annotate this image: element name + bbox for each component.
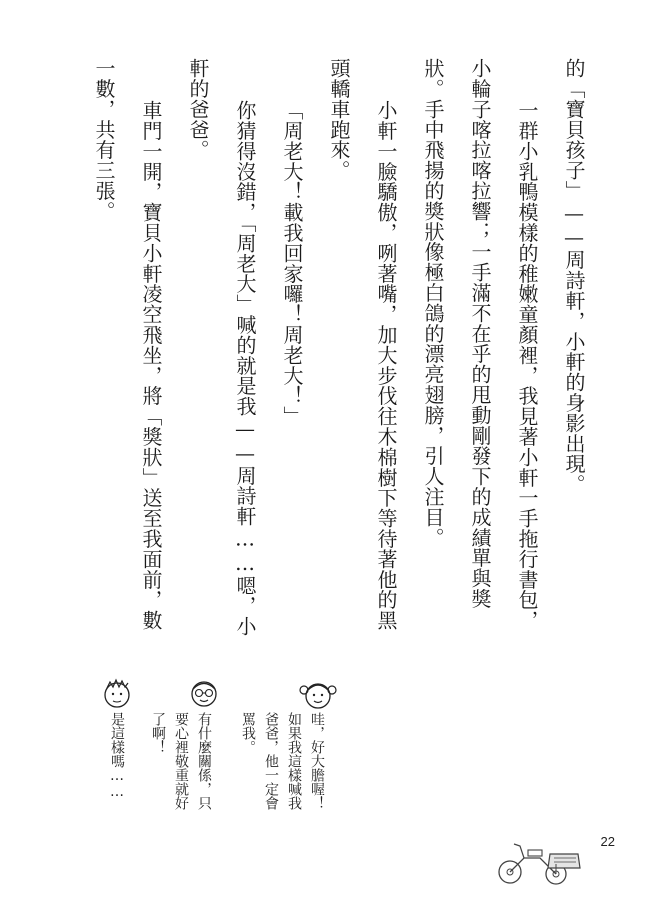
story-column-6: 頭轎車跑來。	[327, 58, 351, 181]
story-column-2: 一群小乳鴨模樣的稚嫩童顏裡，我見著小軒一手拖行書包，	[515, 100, 539, 631]
story-column-11: 一數，共有三張。	[92, 58, 116, 222]
boy-glasses-note-line-2: 要心裡敬重就好	[173, 712, 189, 810]
girl-note-line-2: 如果我這樣喊我	[286, 712, 302, 810]
girl-face-icon	[298, 676, 338, 712]
story-column-5: 小軒一臉驕傲，咧著嘴，加大步伐往木棉樹下等待著他的黑	[374, 100, 398, 631]
girl-note-line-1: 哇，好大膽喔！	[309, 712, 325, 810]
story-column-8: 你猜得沒錯，「周老大」喊的就是我——周詩軒……嗯，小	[233, 100, 257, 637]
boy-face-icon	[100, 676, 134, 710]
story-column-1: 的「寶貝孩子」——周詩軒，小軒的身影出現。	[562, 58, 586, 495]
motorcycle-sidecar-icon	[494, 834, 584, 886]
girl-note-line-4: 罵我。	[240, 712, 256, 754]
boy-note-line-1: 是這樣嗎……	[109, 712, 125, 800]
boy-glasses-note-line-1: 有什麼關係，只	[196, 712, 212, 810]
story-column-7: 「周老大！載我回家囉！周老大！」	[280, 100, 304, 427]
page-number: 22	[600, 834, 615, 849]
boy-glasses-note-line-3: 了啊！	[150, 712, 166, 754]
girl-note-line-3: 爸爸，他一定會	[263, 712, 279, 810]
story-column-4: 狀。手中飛揚的獎狀像極白鴿的漂亮翅膀，引人注目。	[421, 58, 445, 548]
boy-glasses-face-icon	[186, 676, 222, 710]
story-column-3: 小輪子喀拉喀拉響；一手滿不在乎的甩動剛發下的成績單與獎	[468, 58, 492, 609]
story-column-10: 車門一開，寶貝小軒凌空飛坐，將「獎狀」送至我面前，數	[139, 100, 163, 631]
story-column-9: 軒的爸爸。	[186, 58, 210, 160]
